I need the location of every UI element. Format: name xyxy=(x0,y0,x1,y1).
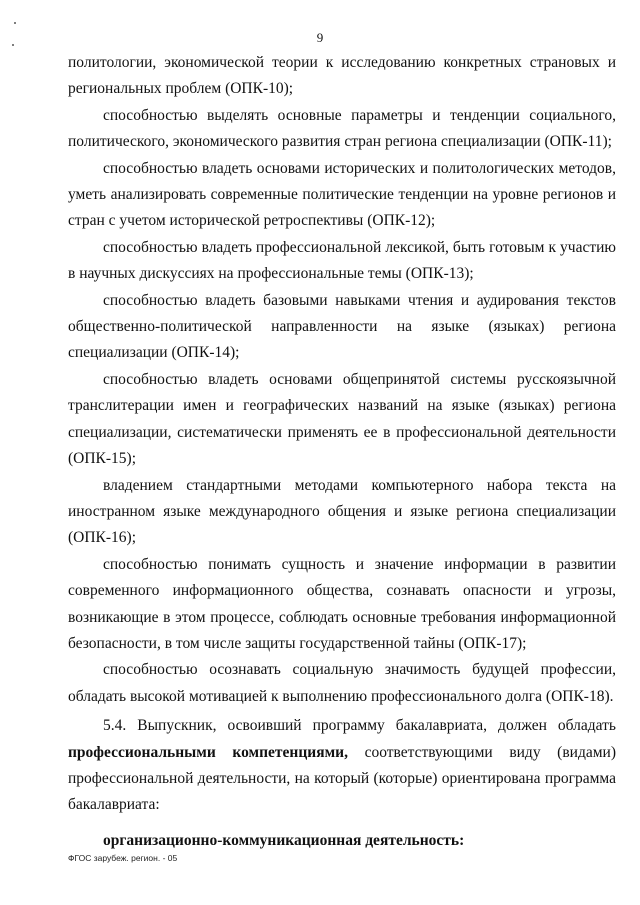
paragraph-opk-11: способностью выделять основные параметры и тенденции социального, политического, экономического развития стран региона специализации (ОПК-11); xyxy=(68,106,616,151)
section-5-4-prefix: 5.4. Выпускник, освоивший программу бакалавриата, должен обладать xyxy=(103,717,616,735)
paragraph-opk-13: способностью владеть профессиональной лексикой, быть готовым к участию в научных дискуссиях на профессиональные темы (ОПК-13); xyxy=(68,238,616,283)
scan-speck xyxy=(14,22,16,24)
section-5-4-bold-term: профессиональными компетенциями, xyxy=(68,743,348,761)
section-5-4-suffix: соответствующими виду (видами) профессиональной деятельности, на который (которые) ориентирована программа бакалавриата: xyxy=(68,743,616,814)
paragraph-opk-17: способностью понимать сущность и значение информации в развитии современного информационного общества, сознавать опасности и угрозы, возникающие в этом процессе, соблюдать основные требования информационной безопасности, в том числе защиты государственной тайны (ОПК-17); xyxy=(68,555,616,652)
page-number: 9 xyxy=(316,30,324,45)
section-5-4-paragraph xyxy=(68,713,616,819)
document-body xyxy=(68,50,616,854)
paragraph-opk-12: способностью владеть основами исторических и политологических методов, уметь анализировать современные политические тенденции на уровне регионов и стран с учетом исторической ретроспективы (ОПК-12); xyxy=(68,159,616,230)
footer-label: ФГОС зарубеж. регион. - 05 xyxy=(68,853,178,863)
paragraph-opk-14: способностью владеть базовыми навыками чтения и аудирования текстов общественно-политической направленности на языке (языках) региона специализации (ОПК-14); xyxy=(68,291,616,362)
paragraph-opk-16: владением стандартными методами компьютерного набора текста на иностранном языке международного общения и языке региона специализации (ОПК-16); xyxy=(68,476,616,547)
paragraph-opk-15: способностью владеть основами общепринятой системы русскоязычной транслитерации имен и географических названий на языке (языках) региона специализации, систематически применять ее в профессиональной деятельности (ОПК-15); xyxy=(68,370,616,468)
paragraph-opk-18: способностью осознавать социальную значимость будущей профессии, обладать высокой мотивацией к выполнению профессионального долга (ОПК-18). xyxy=(68,661,616,705)
paragraph-opk-10: политологии, экономической теории к исследованию конкретных страновых и региональных проблем (ОПК-10); xyxy=(68,54,616,98)
activity-subheading: организационно-коммуникационная деятельность: xyxy=(103,831,465,849)
